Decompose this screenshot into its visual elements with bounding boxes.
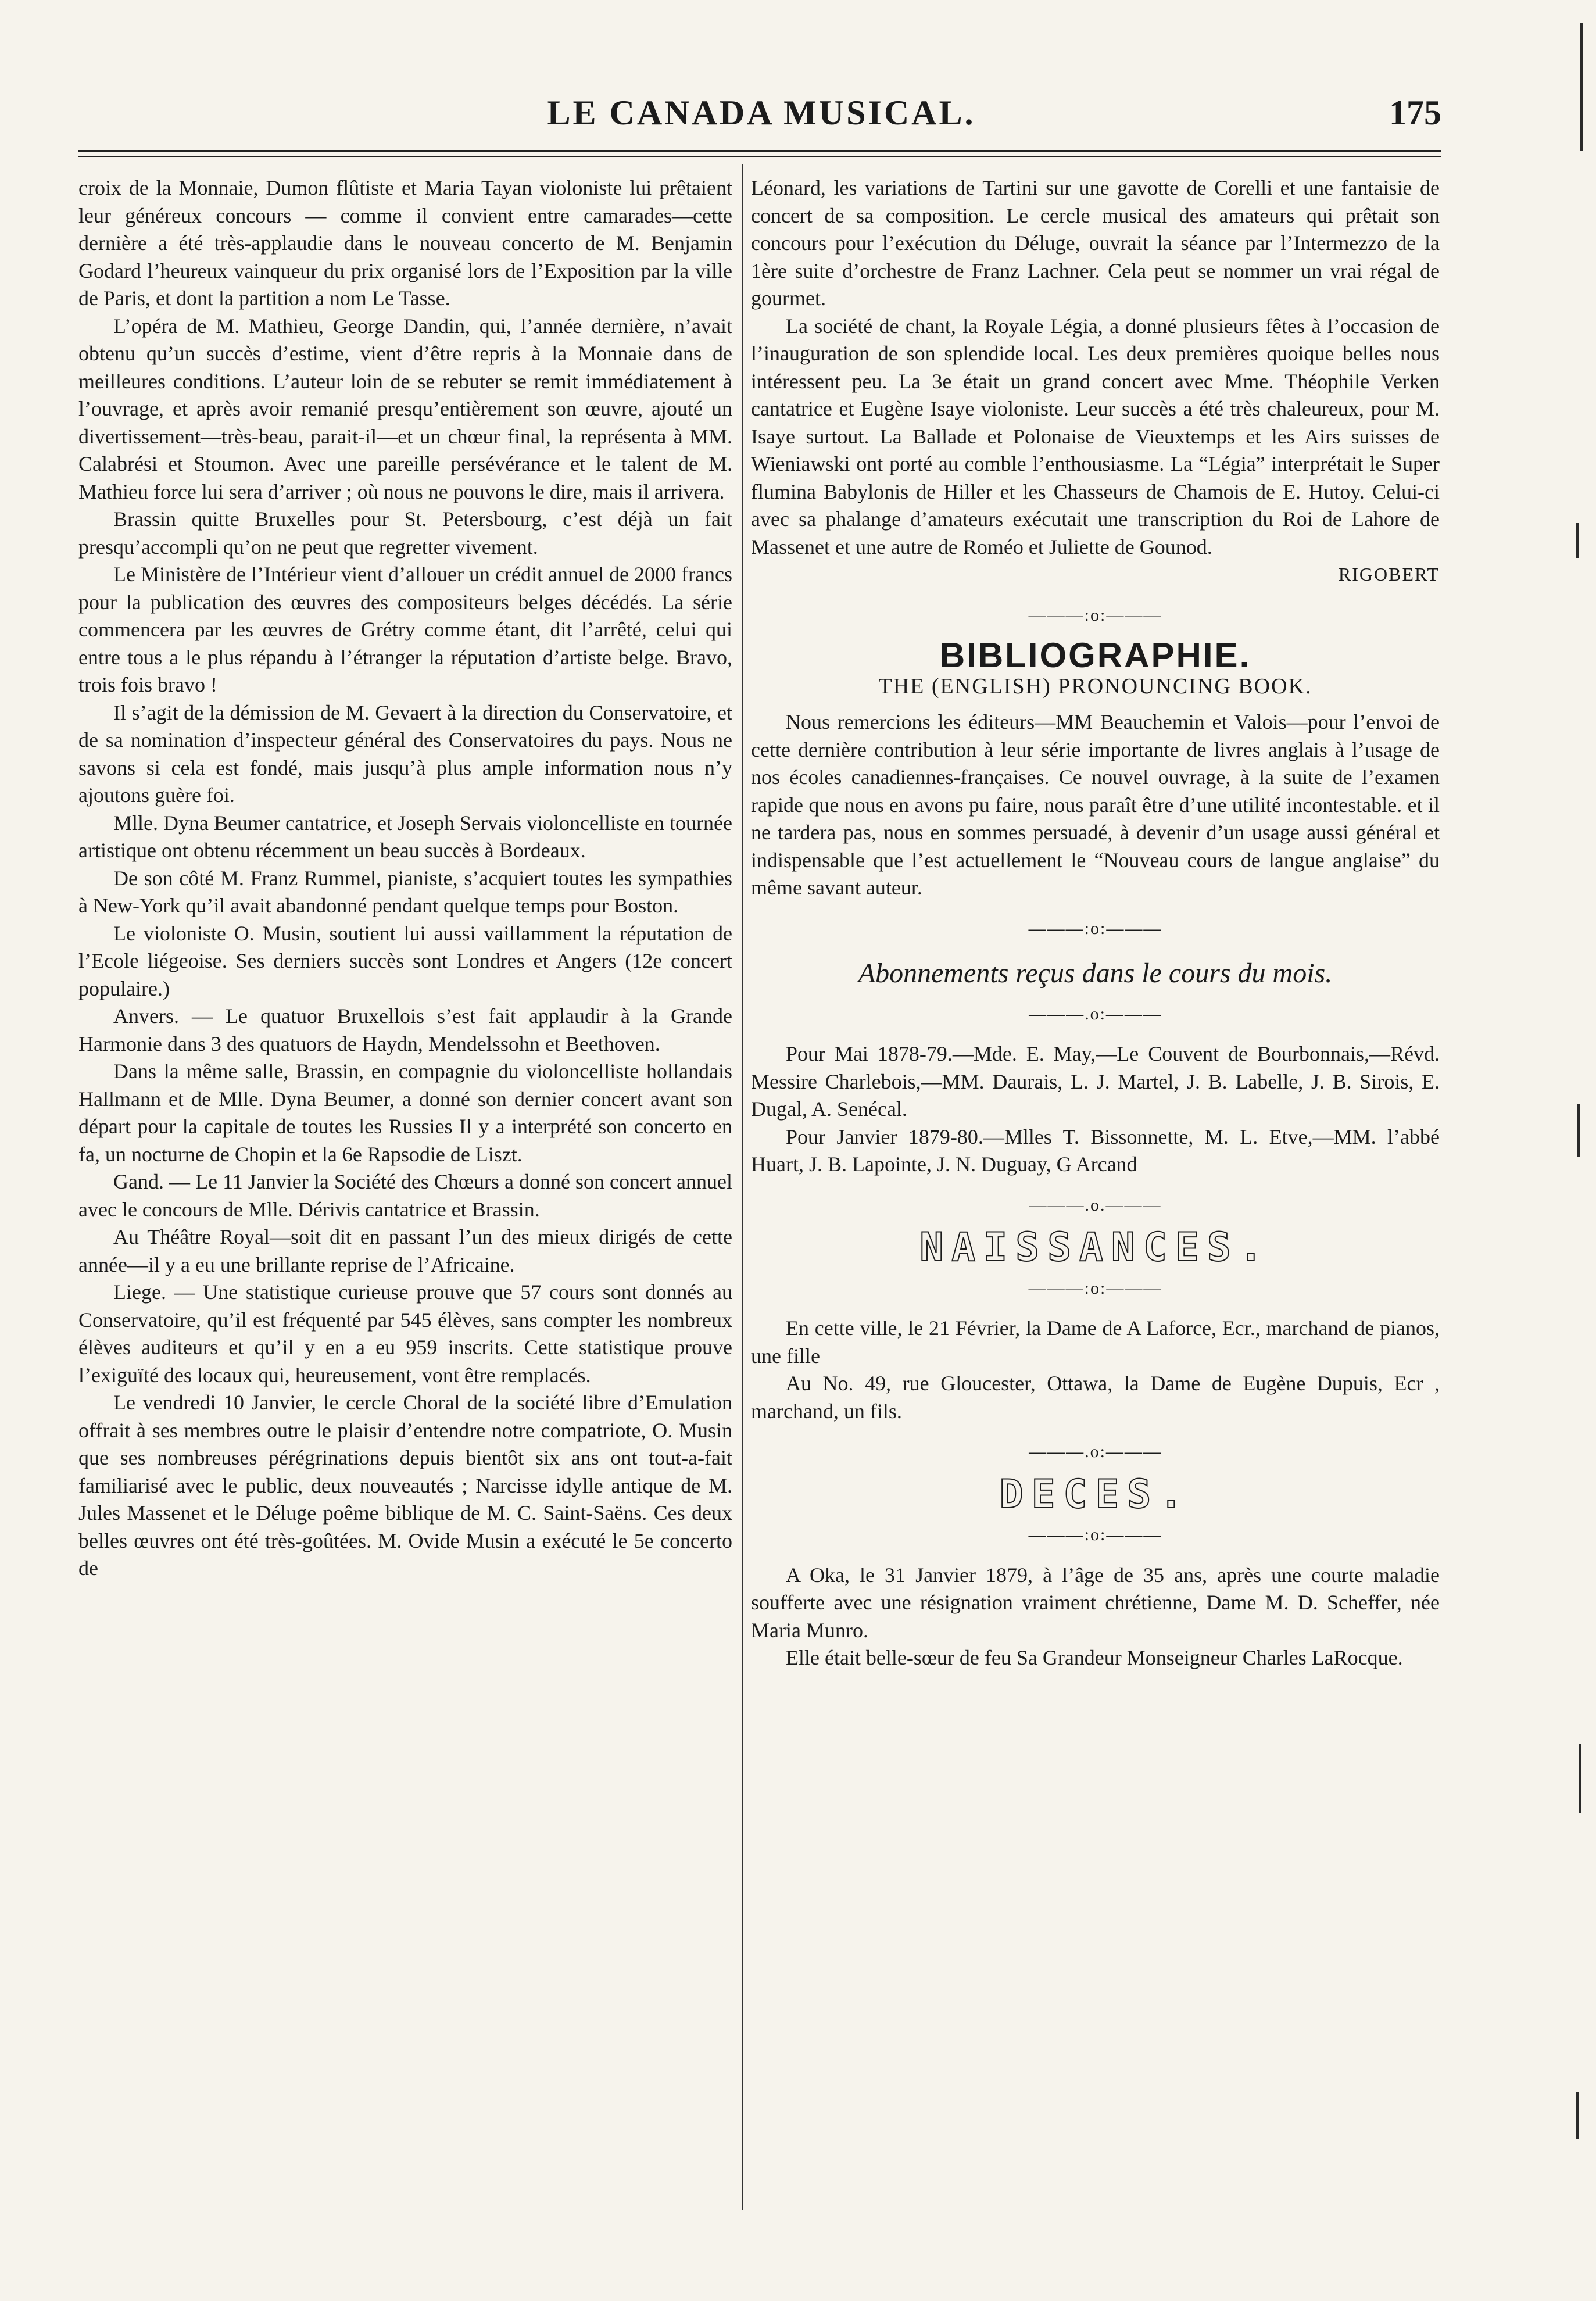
article-paragraph: Léonard, les variations de Tartini sur une gavotte de Corelli et une fantaisie de concert de sa composition. Le cercle musical des amateurs qui prêtait son concours pour l’exécution du Déluge, ouvrait la séance par l’Intermezzo de la 1ère suite d’orchestre de Franz Lachner. Cela peut se nommer un vrai régal de gourmet. [751, 176, 1440, 310]
article-paragraph: Anvers. — Le quatuor Bruxellois s’est fait applaudir à la Grande Harmonie dans 3 des quatuors de Haydn, Mendelssohn et Beethoven. [78, 1004, 732, 1055]
article-paragraph: Le violoniste O. Musin, soutient lui aussi vaillamment la réputation de l’Ecole liégeoise. Ses derniers succès sont Londres et Angers (12e concert populaire.) [78, 921, 732, 1000]
article-paragraph: Le vendredi 10 Janvier, le cercle Choral de la société libre d’Emulation offrait à ses membres outre le plaisir d’entendre notre compatriote, O. Musin que ses nombreuses pérégrinations depuis bientôt six ans ont tout-a-fait familiarisé avec le public, deux nouveautés ; Narcisse idylle antique de M. Jules Massenet et le Déluge poême biblique de M. C. Saint-Saëns. Ces deux belles œuvres ont été très-goûtées. M. Ovide Musin a exécuté le 5e concerto de [78, 1391, 732, 1580]
page-header [81, 87, 1441, 139]
births-paragraph: En cette ville, le 21 Février, la Dame de A Laforce, Ecr., marchand de pianos, une fille [751, 1316, 1440, 1368]
column-divider [742, 164, 743, 2210]
deaths-paragraph: Elle était belle-sœur de feu Sa Grandeur Monseigneur Charles LaRocque. [786, 1646, 1403, 1669]
article-paragraph: L’opéra de M. Mathieu, George Dandin, qui, l’année dernière, n’avait obtenu qu’un succès d’estime, vient d’être repris à la Monnaie dans de meilleures conditions. L’auteur loin de se rebuter se remit immédiatement à l’ouvrage, et après avoir remanié presqu’entièrement son œuvre, ajouté un divertissement—très-beau, parait-il—et un chœur final, la représenta à MM. Calabrési et Stoumon. Avec une pareille persévérance et le talent de M. Mathieu force lui sera d’arriver ; où nous ne pouvons le dire, mais il arrivera. [78, 314, 732, 503]
subscriptions-paragraph: Pour Janvier 1879-80.—Mlles T. Bissonnette, M. L. Etve,—MM. l’abbé Huart, J. B. Lapointe, J. N. Duguay, G Arcand [751, 1125, 1440, 1176]
separator: ———.o:——— [1029, 1004, 1162, 1024]
article-paragraph: Brassin quitte Bruxelles pour St. Petersbourg, c’est déjà un fait presqu’accompli qu’on ne peut que regretter vivement. [78, 507, 732, 559]
article-paragraph: Mlle. Dyna Beumer cantatrice, et Joseph Servais violoncelliste en tournée artistique ont obtenu récemment un beau succès à Bordeaux. [78, 811, 732, 862]
page-number: 175 [1389, 94, 1441, 132]
separator: ———:o:——— [1028, 605, 1162, 625]
left-column [78, 174, 732, 1583]
header-rule-bottom [78, 156, 1441, 157]
separator: ———:o:——— [1028, 1525, 1162, 1544]
article-paragraph: Il s’agit de la démission de M. Gevaert à la direction du Conservatoire, et de sa nomination d’inspecteur général des Conservatoires du pays. Nous ne savons si cela est fondé, mais jusqu’à plus ample information nous n’y ajoutons guère foi. [78, 700, 732, 807]
subscriptions-heading: Abonnements reçus dans le cours du mois. [858, 958, 1333, 989]
article-paragraph: De son côté M. Franz Rummel, pianiste, s’acquiert toutes les sympathies à New-York qu’il avait abandonné pendant quelque temps pour Boston. [78, 866, 732, 917]
header-rule-top [78, 150, 1441, 152]
binding-edge-mark [1579, 1744, 1581, 1813]
article-paragraph: Au Théâtre Royal—soit dit en passant l’un des mieux dirigés de cette année—il y a eu une brillante reprise de l’Africaine. [78, 1225, 732, 1276]
article-paragraph: croix de la Monnaie, Dumon flûtiste et Maria Tayan violoniste lui prêtaient leur généreux concours — comme il convient entre camarades—cette dernière a été très-applaudie dans le nouveau concerto de M. Benjamin Godard l’heureux vainqueur du prix organisé lors de l’Exposition par la ville de Paris, et dont la partition a nom Le Tasse. [78, 176, 732, 310]
separator: ———:o:——— [1028, 1278, 1162, 1298]
signature: RIGOBERT [1338, 564, 1440, 585]
article-paragraph: Le Ministère de l’Intérieur vient d’allouer un crédit annuel de 2000 francs pour la publication des œuvres des compositeurs belges décédés. La série commencera par les œuvres de Grétry comme étant, dit l’arrêté, celui qui entre tous a le plus répandu à l’étranger la réputation d’artiste belge. Bravo, trois fois bravo ! [78, 563, 732, 696]
binding-edge-mark [1576, 523, 1579, 558]
bibliography-text: Nous remercions les éditeurs—MM Beauchemin et Valois—pour l’envoi de cette dernière contribution à leur série importante de livres anglais à l’usage de nos écoles canadiennes-françaises. Ce nouvel ouvrage, à la suite de l’examen rapide que nous en avons pu faire, nous paraît être d’une utilité incontestable. et il ne tardera pas, nous en sommes persuadé, à devenir d’un usage aussi général et indispensable que l’est actuellement le “Nouveau cours de langue anglaise” du même savant auteur. [751, 710, 1440, 899]
bibliography-heading: BIBLIOGRAPHIE. [939, 636, 1251, 675]
article-paragraph: La société de chant, la Royale Légia, a donné plusieurs fêtes à l’occasion de l’inauguration de son splendide local. Les deux premières quoique belles nous intéressent peu. La 3e était un grand concert avec Mme. Théophile Verken cantatrice et Eugène Isaye violoniste. Leur succès a été très chaleureux, pour M. Isaye surtout. La Ballade et Polonaise de Vieuxtemps et les Airs suisses de Wieniawski ont porté au comble l’enthousiasme. La “Légia” interprétait le Super flumina Babylonis de Hiller et les Chasseurs de Chamois de E. Hutoy. Celui-ci avec sa phalange d’amateurs exécutait une transcription du Roi de Lahore de Massenet et une autre de Roméo et Juliette de Gounod. [751, 314, 1440, 559]
bibliography-subtitle: THE (ENGLISH) PRONOUNCING BOOK. [878, 674, 1312, 699]
article-paragraph: Gand. — Le 11 Janvier la Société des Chœurs a donné son concert annuel avec le concours de Mlle. Dérivis cantatrice et Brassin. [78, 1170, 732, 1221]
binding-edge-mark [1577, 1104, 1580, 1157]
deaths-paragraph: A Oka, le 31 Janvier 1879, à l’âge de 35 ans, après une courte maladie soufferte avec une résignation vraiment chrétienne, Dame M. D. Scheffer, née Maria Munro. [751, 1563, 1440, 1642]
article-paragraph: Dans la même salle, Brassin, en compagnie du violoncelliste hollandais Hallmann et de Mlle. Dyna Beumer, a donné son dernier concert avant son départ pour la capitale de toutes les Russies Il y a interprété son concerto en fa, un nocturne de Chopin et la 6e Rapsodie de Liszt. [78, 1060, 732, 1166]
separator: ———.o:——— [1029, 1442, 1162, 1461]
subscriptions-paragraph: Pour Mai 1878-79.—Mde. E. May,—Le Couvent de Bourbonnais,—Révd. Messire Charlebois,—MM. Daurais, L. J. Martel, J. B. Labelle, J. B. Sirois, E. Dugal, A. Senécal. [751, 1042, 1440, 1121]
article-paragraph: Liege. — Une statistique curieuse prouve que 57 cours sont donnés au Conservatoire, qu’il est fréquenté par 545 élèves, sans compter les nombreux élèves auditeurs et qu’il y en a eu 959 inscrits. Cette statistique prouve l’exiguïté des locaux qui, heureusement, vont être remplacés. [78, 1280, 732, 1387]
births-paragraph: Au No. 49, rue Gloucester, Ottawa, la Dame de Eugène Dupuis, Ecr , marchand, un fils. [751, 1372, 1440, 1423]
separator: ———.o.——— [1029, 1195, 1162, 1215]
separator: ———:o:——— [1028, 918, 1162, 938]
running-title: LE CANADA MUSICAL. [547, 94, 976, 132]
binding-edge-mark [1576, 2092, 1579, 2139]
right-column [751, 174, 1440, 1672]
binding-edge-mark [1580, 23, 1583, 151]
births-heading: NAISSANCES. [919, 1225, 1271, 1271]
deaths-heading: DECES. [999, 1471, 1191, 1518]
